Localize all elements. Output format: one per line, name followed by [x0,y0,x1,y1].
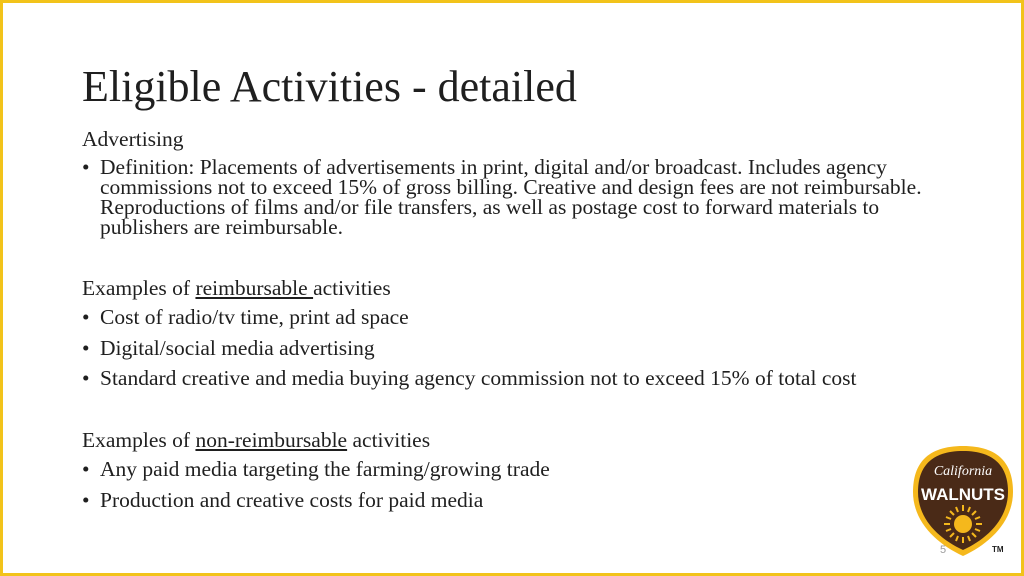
reimbursable-heading-prefix: Examples of [82,276,196,300]
list-item-text: Standard creative and media buying agency commission not to exceed 15% of total cost [100,366,857,390]
logo-line2: WALNUTS [920,485,1006,504]
california-walnuts-logo [909,440,1017,560]
reimbursable-list [82,302,962,388]
non-reimbursable-heading [82,426,962,454]
non-reimbursable-heading-suffix: activities [347,428,431,452]
bullet-icon: • [82,305,90,329]
reimbursable-heading [82,274,962,302]
slide-title: Eligible Activities - detailed [82,62,577,111]
list-item [82,366,962,390]
slide-content [82,125,962,516]
bullet-icon: • [82,488,90,512]
list-item-text: Production and creative costs for paid media [100,488,484,512]
definition-item [82,157,962,237]
list-item-text: Any paid media targeting the farming/growing trade [100,457,550,481]
list-item [82,333,962,364]
definition-text: Definition: Placements of advertisements in print, digital and/or broadcast. Includes agency commissions not to exceed 15% of gross billing. Creative and design fees are not reimbursable. Reproductions of films and/or file transfers, as well as postage cost to forward materials to publishers are reimbursable. [100,155,922,239]
non-reimbursable-heading-underlined: non-reimbursable [195,428,348,452]
list-item [82,454,962,485]
list-item-text: Digital/social media advertising [100,336,375,360]
list-item [82,485,962,516]
list-item [82,302,962,333]
logo-line1: California [933,464,993,479]
reimbursable-heading-underlined: reimbursable [195,276,314,300]
bullet-icon: • [82,155,90,179]
non-reimbursable-heading-prefix: Examples of [82,428,196,452]
bullet-icon: • [82,457,90,481]
advertising-heading: Advertising [82,127,184,151]
reimbursable-heading-suffix: activities [313,276,391,300]
list-item-text: Cost of radio/tv time, print ad space [100,305,409,329]
page-number: 5 [940,544,947,556]
bullet-icon: • [82,336,90,360]
bullet-icon: • [82,366,90,390]
trademark-mark: TM [992,545,1004,554]
non-reimbursable-list [82,454,962,516]
definition-list [82,157,962,237]
